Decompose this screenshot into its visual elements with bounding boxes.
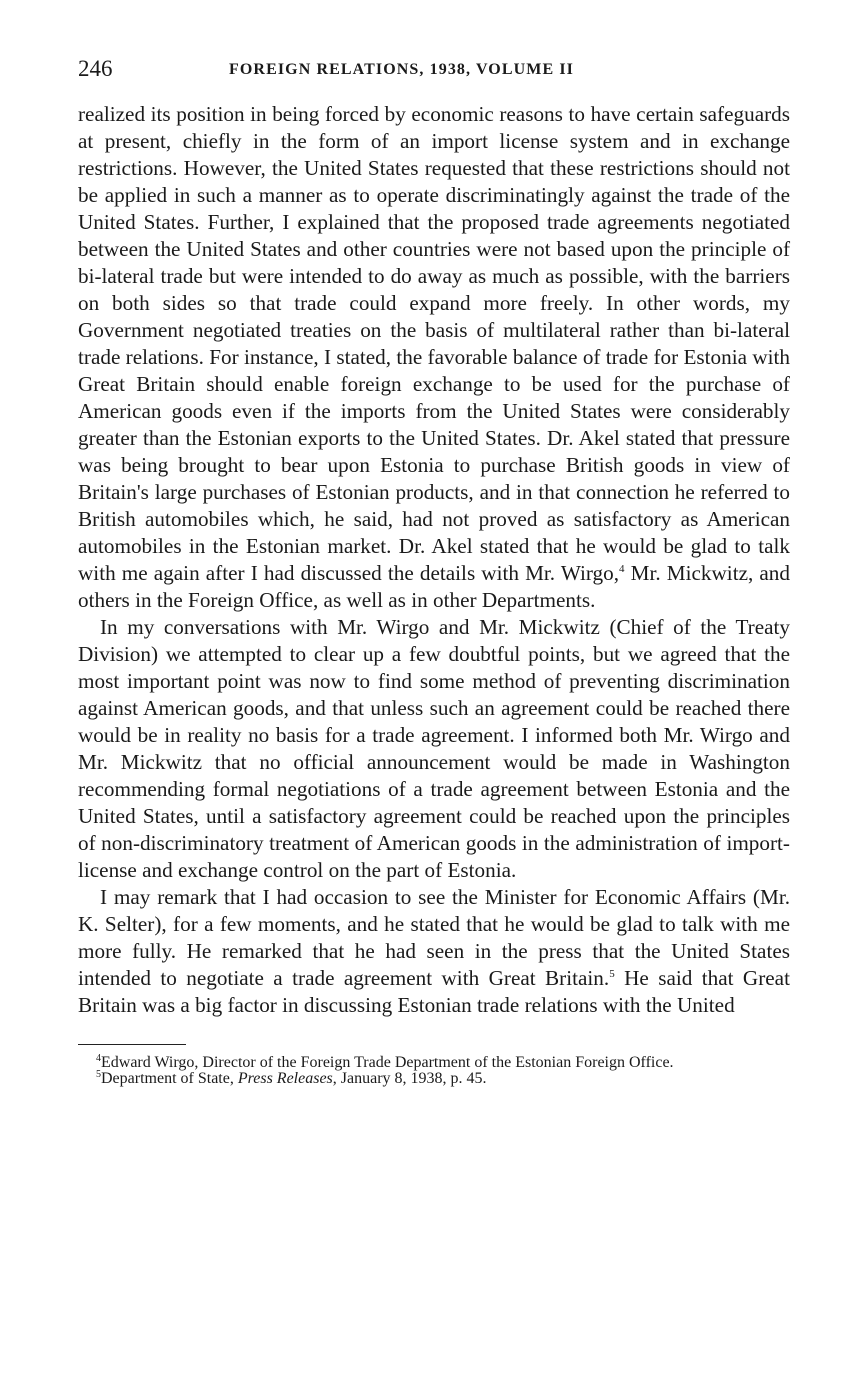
paragraph-1-tail: Mr. Mickwitz, and others in the Foreign Office, as well as in other Departments. bbox=[78, 561, 790, 612]
page-header bbox=[78, 52, 790, 86]
footnote-5-mark: 5 bbox=[96, 1069, 101, 1080]
paragraph-2 bbox=[78, 614, 790, 884]
footnote-5 bbox=[78, 1071, 790, 1087]
footnote-4 bbox=[78, 1055, 790, 1071]
footnote-5-text-after: , January 8, 1938, p. 45. bbox=[332, 1070, 487, 1087]
footnote-5-publication: Press Releases bbox=[237, 1070, 333, 1087]
running-title: FOREIGN RELATIONS, 1938, VOLUME II bbox=[229, 61, 574, 78]
footnote-5-text-before: Department of State, bbox=[101, 1070, 238, 1087]
paragraph-1 bbox=[78, 101, 790, 614]
paragraph-2-text: In my conversations with Mr. Wirgo and Mr. Mickwitz (Chief of the Treaty Division) we attempted to clear up a few doubtful points, but we agreed that the most important point was now to find some method of preventing discrimination against American goods, and that unless such an agreement could be reached there would be in reality no basis for a trade agreement. I informed both Mr. Wirgo and Mr. Mickwitz that no official announcement would be made in Washington recommending formal negotiations of a trade agreement between Estonia and the United States, until a satisfactory agreement could be reached upon the principles of non-discriminatory treatment of American goods in the administration of import-license and exchange control on the part of Estonia. bbox=[78, 615, 790, 882]
paragraph-3-text: I may remark that I had occasion to see the Minister for Economic Affairs (Mr. K. Selter), for a few moments, and he stated that he would be glad to talk with me more fully. He remarked that he had seen in the press that the United States intended to negotiate a trade agreement with Great Britain. bbox=[78, 885, 790, 990]
footnote-ref-5: 5 bbox=[609, 968, 615, 980]
paragraph-3-tail: He said that Great Britain was a big factor in discussing Estonian trade relations with the United bbox=[78, 966, 790, 1017]
document-page bbox=[78, 52, 790, 1087]
footnote-ref-4: 4 bbox=[619, 563, 625, 575]
paragraph-3 bbox=[78, 884, 790, 1019]
footnote-4-mark: 4 bbox=[96, 1053, 101, 1064]
footnote-divider bbox=[78, 1044, 186, 1045]
footnote-4-text: Edward Wirgo, Director of the Foreign Trade Department of the Estonian Foreign Office. bbox=[101, 1054, 674, 1071]
footnotes bbox=[78, 1055, 790, 1087]
paragraph-1-text: realized its position in being forced by economic reasons to have certain safeguards at present, chiefly in the form of an import license system and in exchange restrictions. However, the United States requested that these restrictions should not be applied in such a manner as to operate discriminatingly against the trade of the United States. Further, I explained that the proposed trade agreements negotiated between the United States and other countries were not based upon the principle of bi-lateral trade but were intended to do away as much as possible, with the barriers on both sides so that trade could expand more freely. In other words, my Government negotiated treaties on the basis of multilateral rather than bi-lateral trade relations. For instance, I stated, the favorable balance of trade for Estonia with Great Britain should enable foreign exchange to be used for the purchase of American goods even if the imports from the United States were considerably greater than the Estonian exports to the United States. Dr. Akel stated that pressure was being brought to bear upon Estonia to purchase British goods in view of Britain's large purchases of Estonian products, and in that connection he referred to British automobiles which, he said, had not proved as satisfactory as American automobiles in the Estonian market. Dr. Akel stated that he would be glad to talk with me again after I had discussed the details with Mr. Wirgo, bbox=[78, 102, 790, 585]
body-text bbox=[78, 101, 790, 1019]
page-number: 246 bbox=[78, 56, 113, 81]
